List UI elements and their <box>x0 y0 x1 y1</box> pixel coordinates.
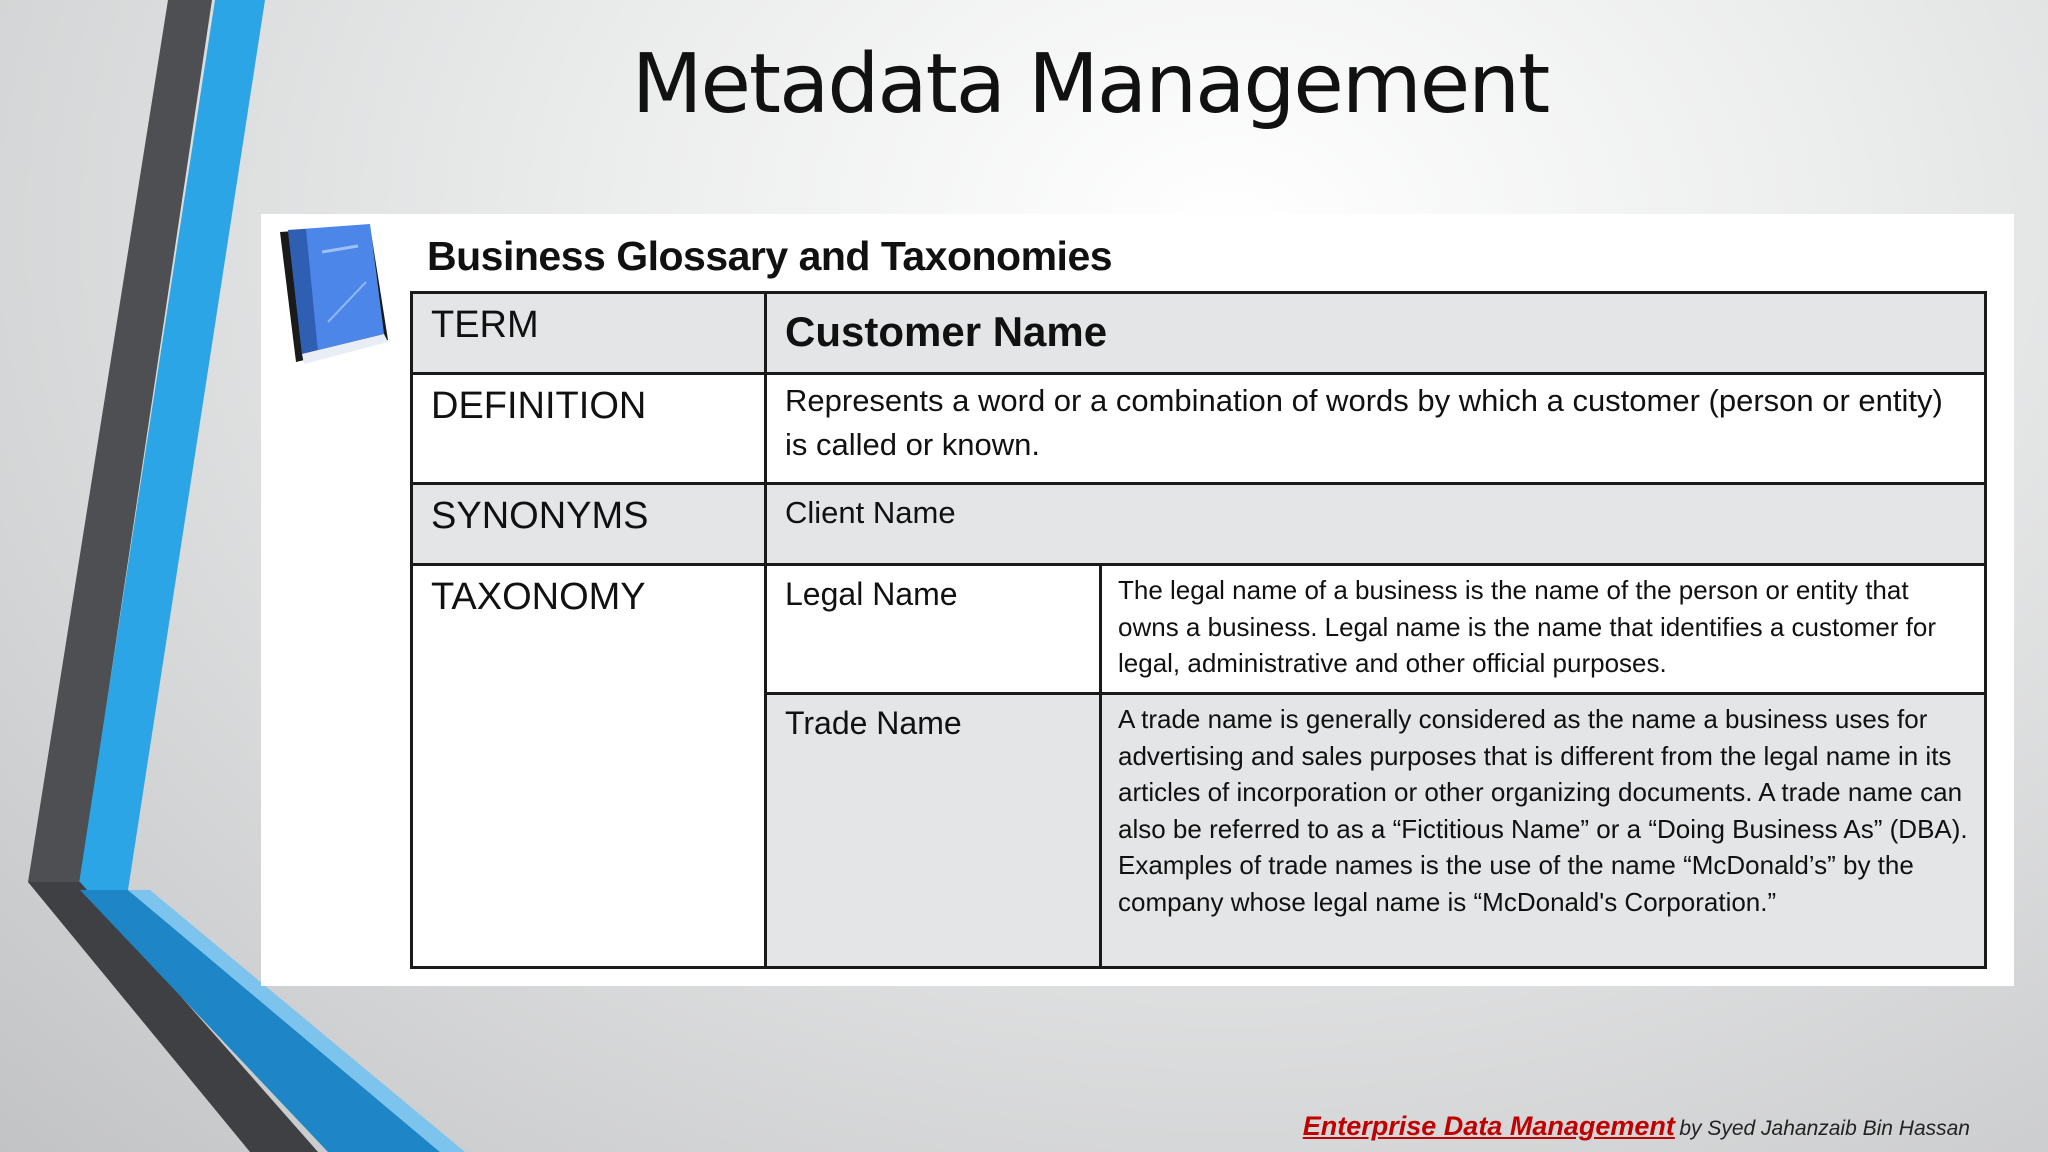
taxonomy-item-description: The legal name of a business is the name of the person or entity that owns a business. Legal name is the name that identifies a customer for legal, administrative and other official purposes. <box>1101 565 1986 694</box>
term-label: TERM <box>412 293 766 374</box>
footer-byline: by Syed Jahanzaib Bin Hassan <box>1679 1117 1970 1140</box>
synonyms-value: Client Name <box>766 484 1986 565</box>
definition-label: DEFINITION <box>412 374 766 484</box>
taxonomy-item-name: Legal Name <box>766 565 1101 694</box>
footer-credit <box>1303 1108 1970 1144</box>
table-row-definition <box>412 374 1986 484</box>
synonyms-label: SYNONYMS <box>412 484 766 565</box>
taxonomy-item-description: A trade name is generally considered as the name a business uses for advertising and sales purposes that is different from the legal name in its articles of incorporation or other organizing documents. A trade name can also be referred to as a “Fictitious Name” or a “Doing Business As” (DBA). Examples of trade names is the use of the name “McDonald’s” by the company whose legal name is “McDonald's Corporation.” <box>1101 694 1986 968</box>
footer-link[interactable]: Enterprise Data Management <box>1302 1111 1675 1141</box>
table-row-synonyms <box>412 484 1986 565</box>
table-row-term <box>412 293 1986 374</box>
term-value: Customer Name <box>766 293 1986 374</box>
glossary-heading: Business Glossary and Taxonomies <box>427 233 1113 279</box>
table-row-taxonomy-legal <box>412 565 1986 694</box>
slide-title: Metadata Management <box>631 37 1549 132</box>
taxonomy-item-name: Trade Name <box>766 694 1101 968</box>
taxonomy-label: TAXONOMY <box>412 565 766 968</box>
book-icon <box>266 222 392 372</box>
definition-value: Represents a word or a combination of words by which a customer (person or entity) is called or known. <box>766 374 1986 484</box>
glossary-table <box>410 291 1987 969</box>
